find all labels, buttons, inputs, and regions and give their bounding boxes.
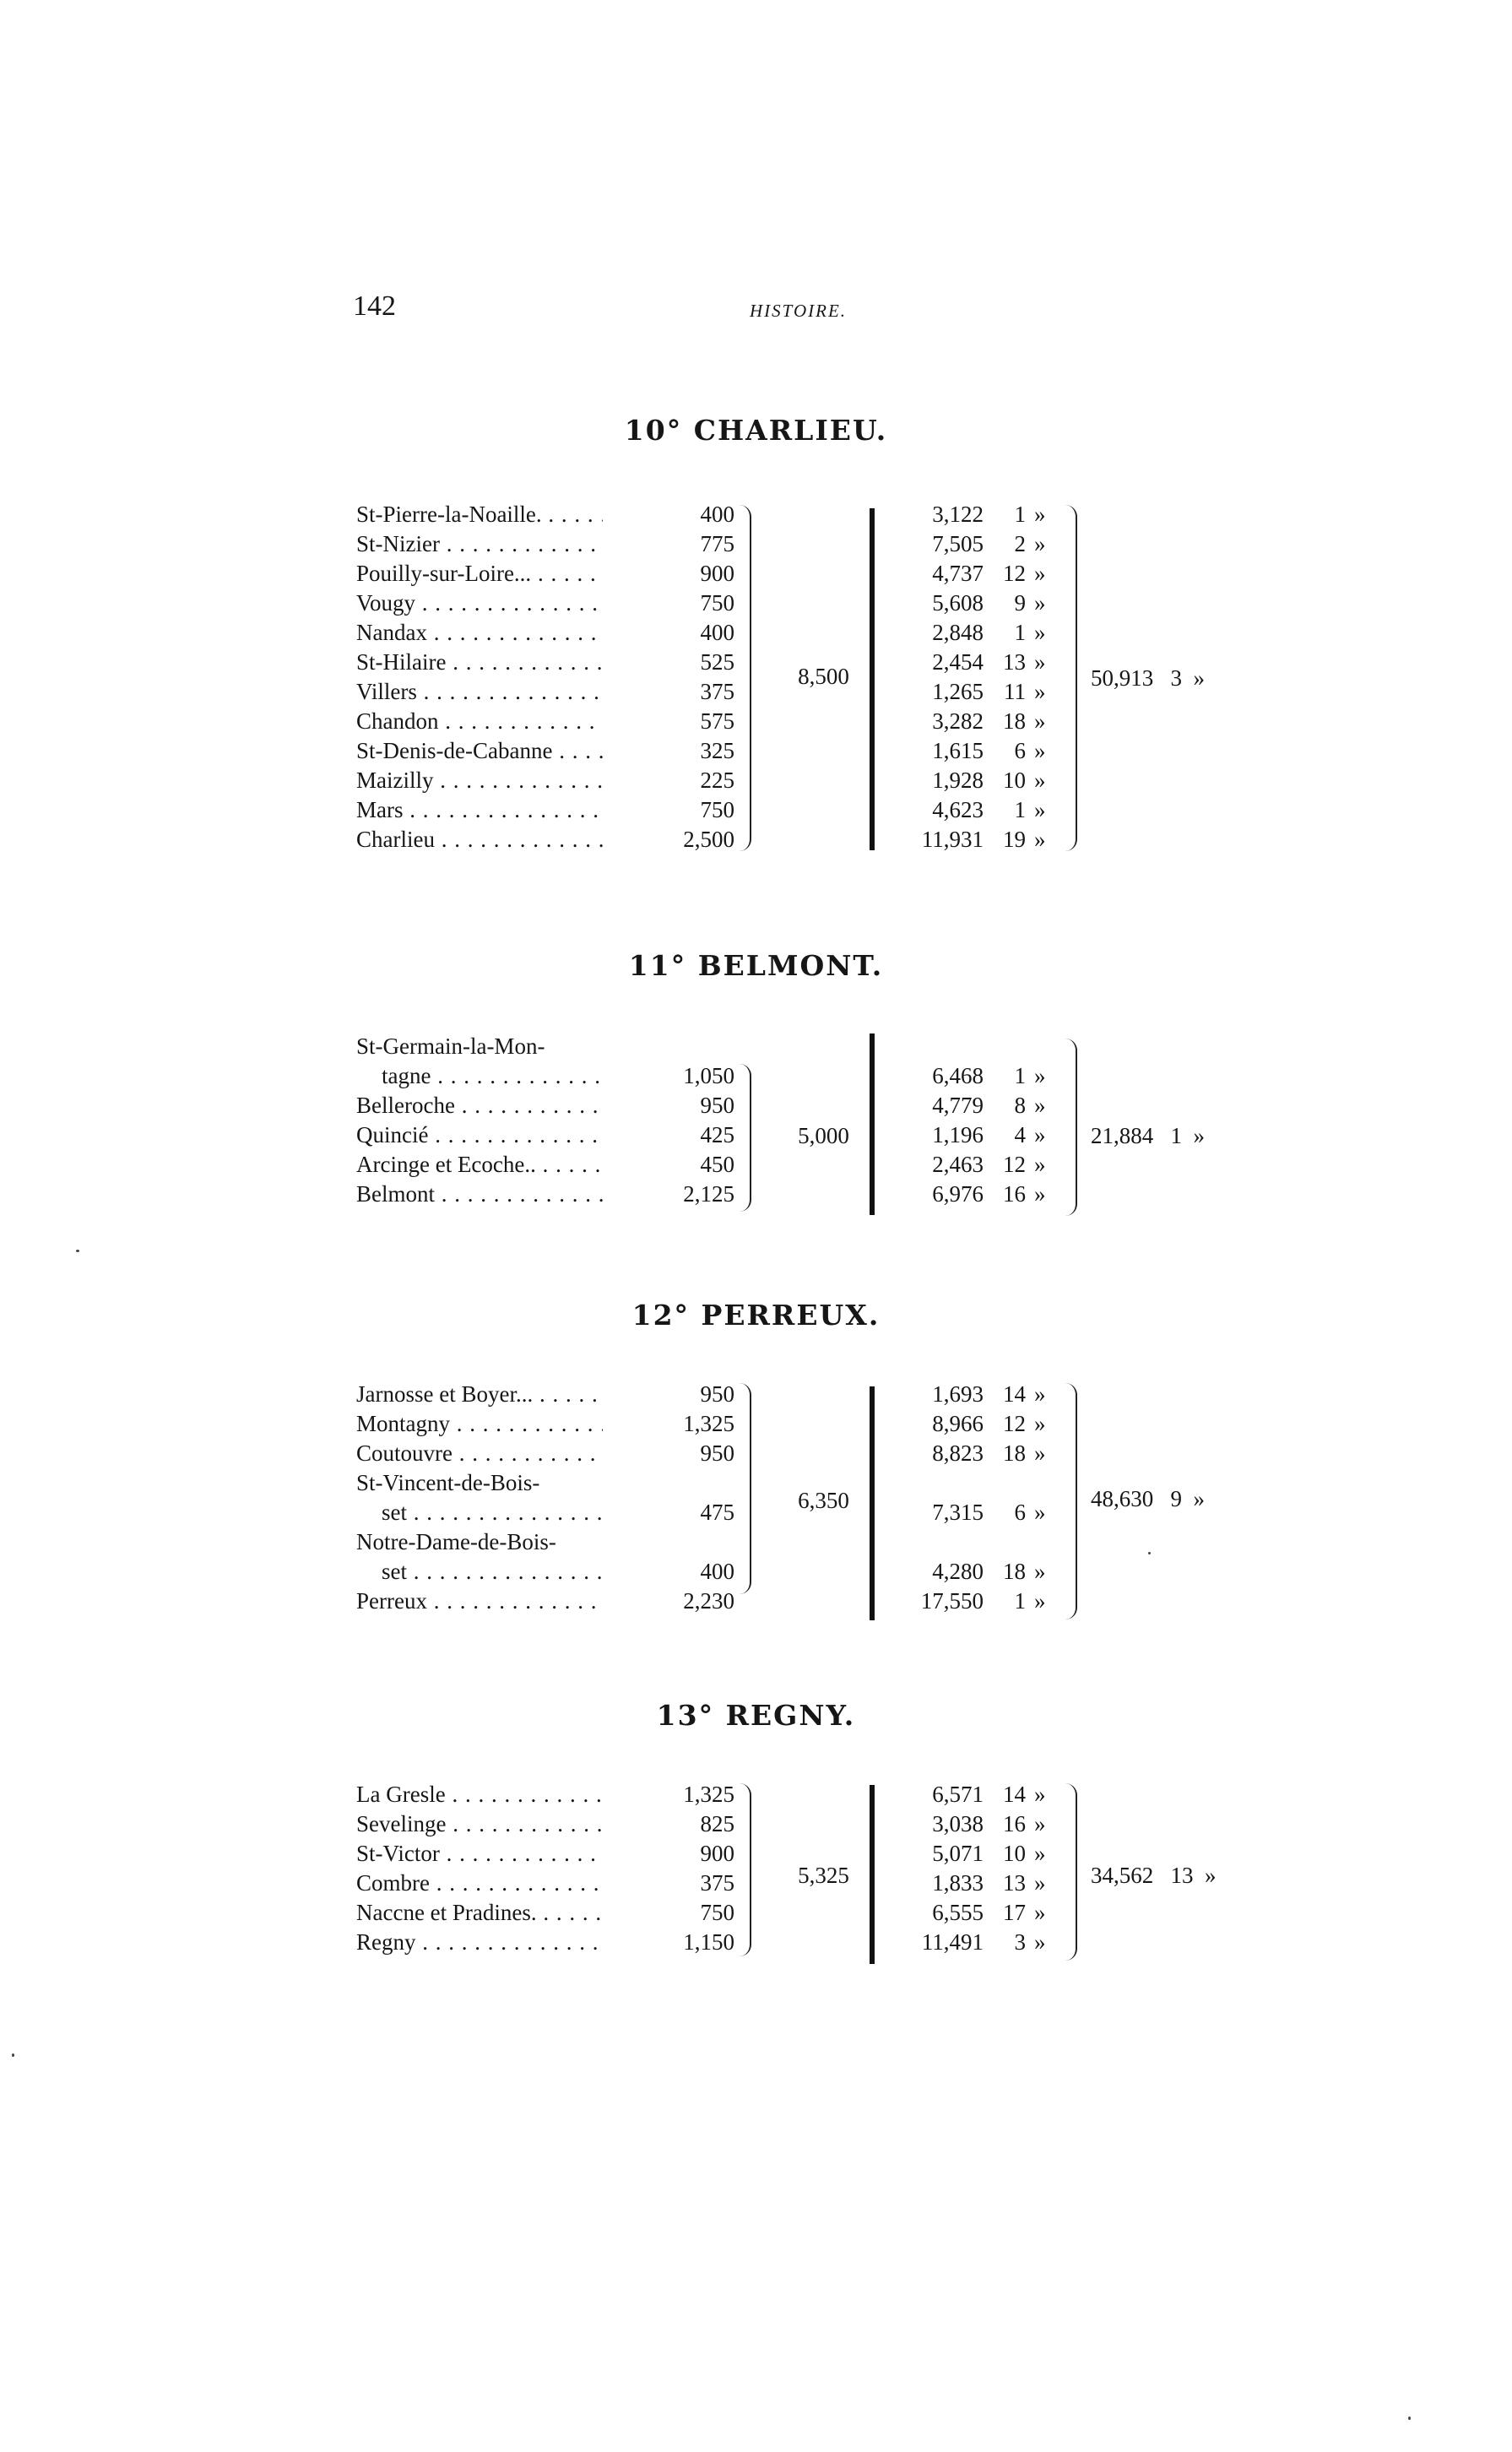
commune-name: Vougy . . . [356,589,603,618]
revenue-subunit: 1 [1014,797,1026,822]
revenue-unit: » [1034,1063,1046,1088]
commune-name: Quincié . . . [356,1120,603,1150]
revenue-subunit: 18 [1003,1559,1026,1584]
revenue-value: 7,505 [932,531,984,556]
population-value: 825 [700,1811,734,1836]
running-title: HISTOIRE. [750,301,848,321]
revenue-subunit: 10 [1003,768,1026,793]
grand-total [1091,1863,1285,1889]
revenue-unit: » [1034,620,1046,645]
revenue-unit: » [1034,1500,1046,1525]
section-title: 10° CHARLIEU. [624,414,888,447]
revenue-unit: » [1034,1559,1046,1584]
grand-total-value: 34,562 [1091,1863,1154,1888]
revenue-subunit: 14 [1003,1381,1026,1407]
scan-speck [76,1250,79,1252]
commune-name-line1: Notre-Dame-de-Bois- [356,1529,556,1554]
revenue-value: 3,038 [932,1811,984,1836]
commune-name: Jarnosse et Boyer... . . . [356,1380,603,1409]
revenue-value: 11,931 [921,827,984,852]
revenue-value: 1,615 [932,738,984,763]
grand-total-unit: » [1193,665,1205,691]
revenue-value: 2,454 [932,649,984,675]
revenue-value: 17,550 [920,1588,984,1614]
commune-name: Regny . . . [356,1928,603,1957]
revenue-unit: » [1034,679,1046,704]
population-value: 400 [700,502,734,527]
commune-row [0,1120,1512,1150]
revenue-value: 1,265 [932,679,984,704]
commune-row [0,1439,1512,1468]
population-value: 900 [700,561,734,586]
commune-name-line1: St-Vincent-de-Bois- [356,1470,540,1495]
population-brace [740,1064,751,1212]
commune-list [0,1380,1512,1616]
commune-row [0,1409,1512,1439]
commune-row [0,766,1512,795]
population-value: 1,150 [683,1929,734,1955]
grand-total-unit: » [1205,1863,1217,1888]
population-value: 425 [700,1122,734,1147]
commune-name: Combre . . . [356,1869,603,1898]
revenue-value: 6,571 [932,1782,984,1807]
commune-name: St-Victor . . . [356,1839,603,1869]
grand-total [1091,1486,1285,1512]
commune-row [0,618,1512,648]
group-population-total: 5,000 [798,1123,849,1148]
revenue-subunit: 12 [1003,1411,1026,1436]
commune-name: St-Hilaire . . . [356,648,603,677]
revenue-value: 1,928 [932,768,984,793]
revenue-subunit: 13 [1003,1870,1026,1896]
commune-name-line2: set . . . [356,1498,603,1527]
commune-row [0,589,1512,618]
revenue-value: 2,848 [932,620,984,645]
grand-total-value: 50,913 [1091,665,1154,691]
revenue-value: 2,463 [932,1152,984,1177]
commune-row [0,1527,1512,1587]
revenue-value: 3,122 [932,502,984,527]
revenue-subunit: 10 [1003,1841,1026,1866]
grand-total-count: 13 [1170,1863,1194,1888]
commune-row [0,1032,1512,1091]
revenue-subunit: 8 [1014,1093,1026,1118]
revenue-unit: » [1034,1782,1046,1807]
population-value: 2,500 [683,827,734,852]
revenue-unit: » [1034,561,1046,586]
commune-row [0,677,1512,707]
revenue-subunit: 14 [1003,1782,1026,1807]
commune-name: Coutouvre . . . [356,1439,603,1468]
commune-row [0,707,1512,736]
revenue-unit: » [1034,827,1046,852]
commune-name: Belleroche . . . [356,1091,603,1120]
section-title: 11° BELMONT. [628,949,884,982]
commune-name [356,1032,603,1091]
revenue-value: 4,737 [932,561,984,586]
population-brace [740,505,751,851]
revenue-subunit: 9 [1014,590,1026,616]
revenue-unit: » [1034,1588,1046,1614]
revenue-unit: » [1034,1841,1046,1866]
population-brace [740,1783,751,1956]
revenue-unit: » [1034,797,1046,822]
population-value: 2,125 [683,1181,734,1207]
commune-row [0,1928,1512,1957]
population-value: 225 [700,768,734,793]
population-brace [740,1383,751,1594]
page-header [0,290,1512,333]
revenue-brace [1065,505,1077,851]
population-value: 375 [700,1870,734,1896]
commune-list [0,1780,1512,1957]
population-value: 1,325 [683,1782,734,1807]
scan-speck [1148,1552,1151,1554]
grand-total [1091,665,1285,692]
revenue-value: 5,608 [932,590,984,616]
revenue-unit: » [1034,1181,1046,1207]
section-title: 12° PERREUX. [631,1299,881,1332]
revenue-subunit: 19 [1003,827,1026,852]
commune-name: Sevelinge . . . [356,1809,603,1839]
commune-row [0,1839,1512,1869]
population-value: 400 [700,620,734,645]
revenue-value: 8,966 [932,1411,984,1436]
revenue-unit: » [1034,590,1046,616]
commune-row [0,1780,1512,1809]
population-value: 525 [700,649,734,675]
revenue-unit: » [1034,1152,1046,1177]
revenue-unit: » [1034,1440,1046,1466]
commune-name-line2: set . . . [356,1557,603,1587]
commune-name: Chandon . . . [356,707,603,736]
revenue-subunit: 12 [1003,561,1026,586]
commune-name: Nandax . . . [356,618,603,648]
revenue-subunit: 17 [1003,1900,1026,1925]
group-population-total: 6,350 [798,1488,849,1513]
population-value: 1,050 [683,1063,734,1088]
commune-row [0,1150,1512,1180]
commune-row [0,1468,1512,1527]
revenue-value: 4,280 [932,1559,984,1584]
commune-row [0,559,1512,589]
revenue-value: 5,071 [932,1841,984,1866]
page-number: 142 [353,290,396,322]
revenue-value: 4,779 [932,1093,984,1118]
revenue-unit: » [1034,502,1046,527]
commune-name: St-Nizier . . . [356,529,603,559]
population-value: 950 [700,1093,734,1118]
revenue-unit: » [1034,649,1046,675]
population-value: 475 [700,1500,734,1525]
revenue-subunit: 2 [1014,531,1026,556]
population-value: 900 [700,1841,734,1866]
revenue-subunit: 1 [1014,1063,1026,1088]
revenue-subunit: 18 [1003,708,1026,734]
revenue-value: 1,693 [932,1381,984,1407]
revenue-subunit: 18 [1003,1440,1026,1466]
population-value: 1,325 [683,1411,734,1436]
revenue-unit: » [1034,1381,1046,1407]
commune-name: Montagny . . . [356,1409,603,1439]
revenue-unit: » [1034,1811,1046,1836]
population-value: 750 [700,1900,734,1925]
revenue-brace [1065,1783,1077,1961]
revenue-subunit: 13 [1003,649,1026,675]
population-value: 775 [700,531,734,556]
revenue-subunit: 3 [1014,1929,1026,1955]
commune-name: Belmont . . . [356,1180,603,1209]
revenue-unit: » [1034,1122,1046,1147]
revenue-subunit: 6 [1014,1500,1026,1525]
commune-name: Naccne et Pradines. . . . [356,1898,603,1928]
commune-row [0,1091,1512,1120]
commune-row [0,1180,1512,1209]
commune-name-line1: St-Germain-la-Mon- [356,1033,545,1059]
revenue-value: 3,282 [932,708,984,734]
commune-name-line2: tagne . . . [356,1061,603,1091]
revenue-value: 6,976 [932,1181,984,1207]
revenue-unit: » [1034,768,1046,793]
population-value: 575 [700,708,734,734]
revenue-subunit: 1 [1014,502,1026,527]
revenue-value: 6,468 [932,1063,984,1088]
grand-total-count: 9 [1170,1486,1182,1511]
revenue-value: 1,196 [932,1122,984,1147]
commune-row [0,648,1512,677]
grand-total-value: 48,630 [1091,1486,1154,1511]
population-value: 750 [700,590,734,616]
group-population-total: 5,325 [798,1863,849,1888]
commune-row [0,1898,1512,1928]
revenue-subunit: 6 [1014,738,1026,763]
grand-total-count: 3 [1170,665,1182,691]
commune-row [0,500,1512,529]
grand-total-value: 21,884 [1091,1123,1154,1148]
revenue-value: 1,833 [932,1870,984,1896]
revenue-subunit: 16 [1003,1811,1026,1836]
commune-list [0,1032,1512,1209]
population-value: 325 [700,738,734,763]
scan-speck [12,2053,14,2057]
commune-row [0,1869,1512,1898]
commune-name: St-Pierre-la-Noaille. . . . [356,500,603,529]
commune-name: Perreux . . . [356,1587,603,1616]
revenue-brace [1065,1383,1077,1619]
revenue-unit: » [1034,1900,1046,1925]
revenue-subunit: 12 [1003,1152,1026,1177]
commune-list [0,500,1512,854]
commune-name: St-Denis-de-Cabanne . . . [356,736,603,766]
revenue-value: 8,823 [932,1440,984,1466]
commune-row [0,795,1512,825]
population-value: 400 [700,1559,734,1584]
revenue-unit: » [1034,738,1046,763]
population-value: 2,230 [683,1588,734,1614]
commune-row [0,1380,1512,1409]
revenue-unit: » [1034,1870,1046,1896]
revenue-subunit: 1 [1014,1588,1026,1614]
revenue-unit: » [1034,531,1046,556]
revenue-subunit: 16 [1003,1181,1026,1207]
revenue-value: 7,315 [932,1500,984,1525]
commune-name: Villers . . . [356,677,603,707]
grand-total-count: 1 [1170,1123,1182,1148]
population-value: 950 [700,1381,734,1407]
commune-name: Charlieu . . . [356,825,603,854]
commune-row [0,1809,1512,1839]
revenue-value: 11,491 [921,1929,984,1955]
revenue-subunit: 11 [1004,679,1026,704]
revenue-subunit: 4 [1014,1122,1026,1147]
commune-row [0,529,1512,559]
group-population-total: 8,500 [798,664,849,689]
grand-total-unit: » [1193,1123,1205,1148]
commune-name: Maizilly . . . [356,766,603,795]
revenue-brace [1065,1039,1077,1216]
commune-name: Arcinge et Ecoche.. . . . [356,1150,603,1180]
population-value: 950 [700,1440,734,1466]
grand-total-unit: » [1193,1486,1205,1511]
section-title: 13° REGNY. [656,1699,856,1732]
grand-total [1091,1123,1285,1149]
commune-row [0,736,1512,766]
revenue-unit: » [1034,1929,1046,1955]
commune-name: La Gresle . . . [356,1780,603,1809]
revenue-value: 4,623 [932,797,984,822]
revenue-subunit: 1 [1014,620,1026,645]
revenue-unit: » [1034,1411,1046,1436]
revenue-unit: » [1034,708,1046,734]
commune-name [356,1468,603,1527]
revenue-value: 6,555 [932,1900,984,1925]
commune-row [0,1587,1512,1616]
commune-row [0,825,1512,854]
revenue-unit: » [1034,1093,1046,1118]
commune-name: Mars . . . [356,795,603,825]
scan-speck [1408,2417,1411,2420]
population-value: 450 [700,1152,734,1177]
commune-name [356,1527,603,1587]
commune-name: Pouilly-sur-Loire... . . . [356,559,603,589]
population-value: 375 [700,679,734,704]
population-value: 750 [700,797,734,822]
